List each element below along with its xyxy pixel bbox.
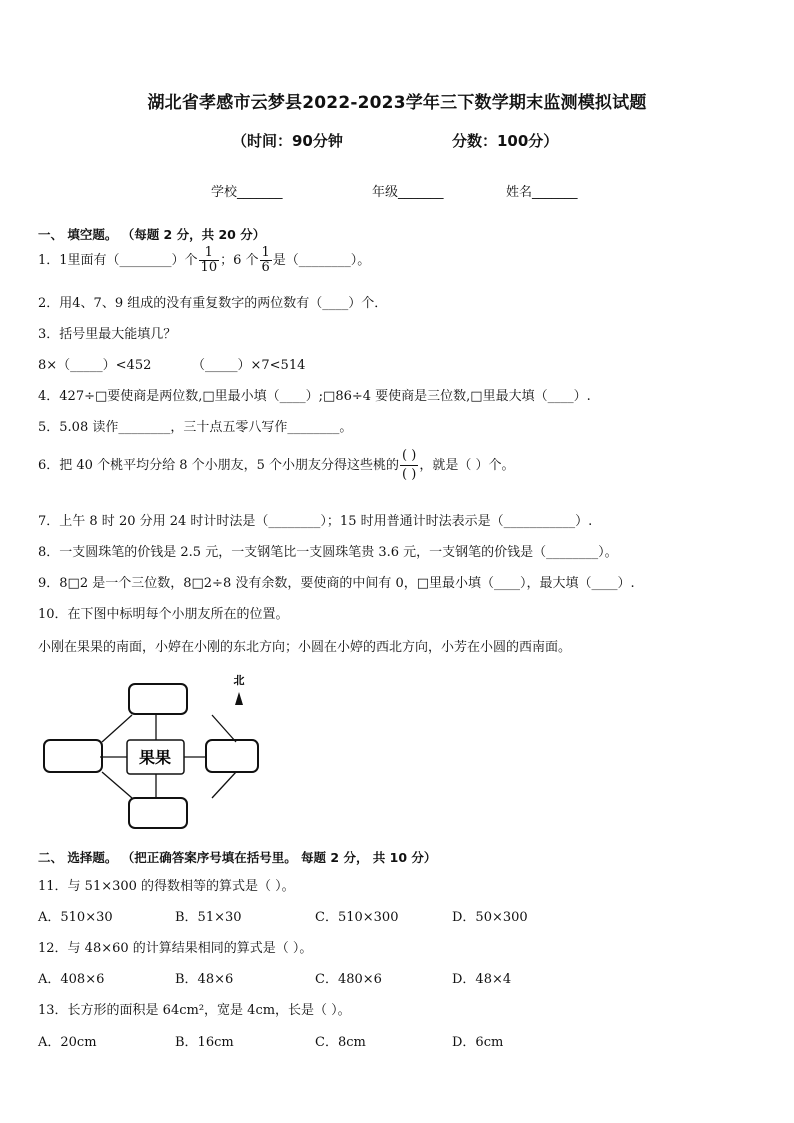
diagram-line-nw xyxy=(102,715,132,742)
q11-option-d[interactable]: D．50×300 xyxy=(452,910,528,925)
box-south xyxy=(129,798,187,828)
question-10: 10．在下图中标明每个小朋友所在的位置。 xyxy=(38,607,289,622)
q1-fraction-2 xyxy=(260,246,272,275)
question-3a: 8×（_____）<452 xyxy=(38,358,152,373)
exam-time: （时间：90分钟 xyxy=(232,132,343,150)
q12-option-d[interactable]: D．48×4 xyxy=(452,972,512,987)
q11-option-b[interactable]: B．51×30 xyxy=(175,910,242,925)
q1-frac1-num: 1 xyxy=(199,246,220,261)
q11-option-c[interactable]: C．510×300 xyxy=(315,910,399,925)
exam-score: 分数：100分） xyxy=(452,132,559,150)
diagram-line-se xyxy=(212,772,236,798)
question-12: 12．与 48×60 的计算结果相同的算式是（ ）。 xyxy=(38,941,313,956)
q13-option-d[interactable]: D．6cm xyxy=(452,1035,504,1050)
diagram-center-label: 果果 xyxy=(138,748,172,767)
q13-option-b[interactable]: B．16cm xyxy=(175,1035,234,1050)
q11-option-a[interactable]: A．510×30 xyxy=(38,910,113,925)
box-east xyxy=(206,740,258,772)
question-3b: （_____）×7<514 xyxy=(192,358,306,373)
q12-option-b[interactable]: B．48×6 xyxy=(175,972,234,987)
north-label: 北 xyxy=(233,674,245,687)
question-9: 9．8□2 是一个三位数，8□2÷8 没有余数，要使商的中间有 0，□里最小填（____），最大填（____）. xyxy=(38,576,635,591)
q1-frac1-den: 10 xyxy=(200,260,218,275)
question-11: 11．与 51×300 的得数相等的算式是（ ）。 xyxy=(38,879,295,894)
question-2: 2．用4、7、9 组成的没有重复数字的两位数有（____）个． xyxy=(38,296,388,311)
diagram-line-ne xyxy=(212,715,236,742)
question-5: 5．5.08 读作________，三十点五零八写作________。 xyxy=(38,420,353,435)
grade-field: 年级_______ xyxy=(372,185,444,200)
school-field: 学校_______ xyxy=(211,185,283,200)
question-7: 7．上午 8 时 20 分用 24 时计时法是（________）；15 时用普通计时法表示是（___________）. xyxy=(38,514,593,529)
q6-frac-num: ( ) xyxy=(400,447,418,466)
q1-text-c: 是（________）。 xyxy=(272,253,371,268)
q6-fraction xyxy=(400,447,418,484)
north-arrow-icon xyxy=(235,692,243,705)
question-3: 3．括号里最大能填几？ xyxy=(38,327,177,342)
q13-option-c[interactable]: C．8cm xyxy=(315,1035,366,1050)
q1-frac2-den: 6 xyxy=(261,260,270,275)
q1-text-a: 1．1里面有（________）个 xyxy=(38,253,198,268)
name-field: 姓名_______ xyxy=(506,185,578,200)
question-4: 4．427÷□要使商是两位数,□里最小填（____）;□86÷4 要使商是三位数,□里最大填（____）. xyxy=(38,389,591,404)
question-13: 13．长方形的面积是 64cm²，宽是 4cm，长是（ ）。 xyxy=(38,1003,351,1018)
q6-text-b: ，就是（ ）个。 xyxy=(419,458,515,473)
question-6 xyxy=(38,447,514,484)
q13-option-a[interactable]: A．20cm xyxy=(38,1035,97,1050)
q1-frac2-num: 1 xyxy=(261,245,270,260)
q1-fraction-1 xyxy=(199,246,220,275)
section2-heading: 二、 选择题。 （把正确答案序号填在括号里。 每题 2 分， 共 10 分） xyxy=(38,850,437,865)
q12-option-c[interactable]: C．480×6 xyxy=(315,972,382,987)
q6-frac-den: ( ) xyxy=(402,467,417,482)
position-diagram xyxy=(36,668,276,838)
diagram-line-sw xyxy=(102,772,132,798)
q12-option-a[interactable]: A．408×6 xyxy=(38,972,105,987)
q1-text-b: ；6 个 xyxy=(220,253,259,268)
question-1 xyxy=(38,246,370,275)
box-north xyxy=(129,684,187,714)
question-10-description: 小刚在果果的南面，小婷在小刚的东北方向；小圆在小婷的西北方向，小芳在小圆的西南面。 xyxy=(38,640,572,655)
page-title: 湖北省孝感市云梦县2022-2023学年三下数学期末监测模拟试题 xyxy=(147,93,647,113)
box-west xyxy=(44,740,102,772)
q6-text-a: 6．把 40 个桃平均分给 8 个小朋友，5 个小朋友分得这些桃的 xyxy=(38,458,400,473)
section1-heading: 一、 填空题。 （每题 2 分，共 20 分） xyxy=(38,227,266,242)
question-8: 8．一支圆珠笔的价钱是 2.5 元，一支钢笔比一支圆珠笔贵 3.6 元，一支钢笔的价钱是（________）。 xyxy=(38,545,618,560)
